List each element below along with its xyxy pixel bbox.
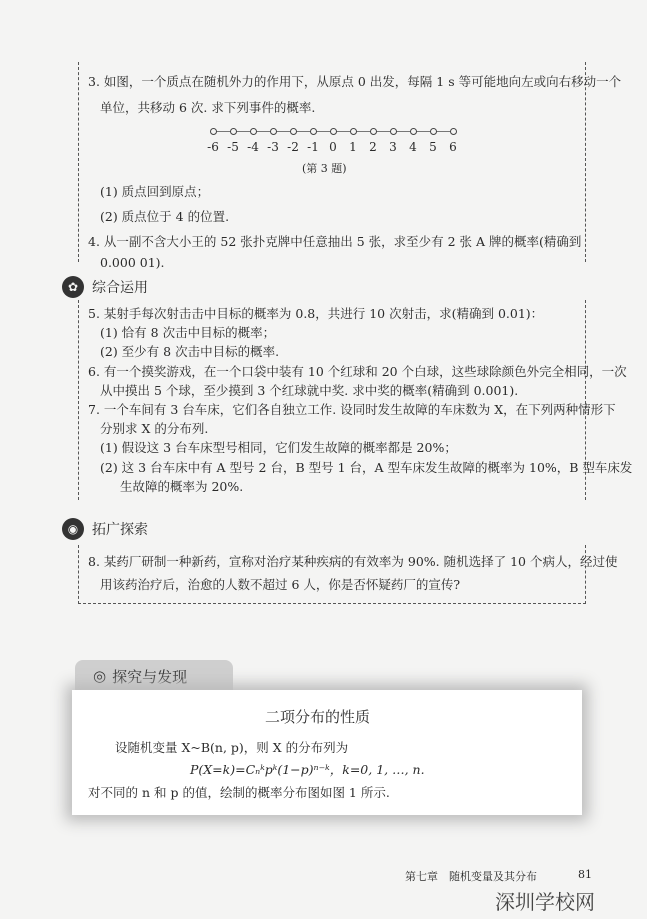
q8-text: 用该药治疗后，治愈的人数不超过 6 人，你是否怀疑药厂的宣传?	[100, 577, 461, 592]
q5-sub2: (2) 至少有 8 次击中目标的概率.	[100, 344, 280, 359]
q5-sub1: (1) 恰有 8 次击中目标的概率；	[100, 325, 276, 340]
tick-label: 0	[329, 140, 337, 154]
binomial-formula: P(X=k)=Cₙᵏpᵏ(1−p)ⁿ⁻ᵏ，k=0, 1, …, n.	[190, 762, 425, 777]
number-line	[207, 128, 457, 158]
number-line-point	[230, 128, 237, 135]
footer-chapter: 第七章 随机变量及其分布	[405, 870, 537, 883]
tick-label: 5	[429, 140, 437, 154]
tick-label: -3	[267, 140, 279, 154]
explore-tab-label: 探究与发现	[112, 667, 188, 686]
q7-sub2: 生故障的概率为 20%.	[120, 479, 244, 494]
section-title: 综合运用	[92, 280, 148, 296]
number-line-point	[330, 128, 337, 135]
number-line-point	[430, 128, 437, 135]
q8-text: 8. 某药厂研制一种新药，宣称对治疗某种疾病的有效率为 90%. 随机选择了 10 个病人，经过使	[88, 554, 618, 569]
tick-label: -6	[207, 140, 219, 154]
tick-label: -4	[247, 140, 259, 154]
section-heading-extension	[62, 518, 148, 540]
tick-label: -2	[287, 140, 299, 154]
q3-sub1: (1) 质点回到原点；	[100, 184, 210, 199]
explore-text: 对不同的 n 和 p 的值，绘制的概率分布图如图 1 所示.	[88, 785, 390, 800]
q7-text: 7. 一个车间有 3 台车床，它们各自独立工作. 设同时发生故障的车床数为 X，在下列两种情形下	[88, 402, 616, 417]
section-heading-comprehensive	[62, 276, 148, 298]
tick-label: 4	[409, 140, 417, 154]
figure-caption: (第 3 题)	[302, 162, 347, 175]
tick-label: 6	[449, 140, 457, 154]
watermark: 深圳学校网	[495, 890, 595, 914]
q7-sub1: (1) 假设这 3 台车床型号相同，它们发生故障的概率都是 20%；	[100, 440, 457, 455]
section-title: 拓广探索	[92, 522, 148, 538]
section-icon: ◉	[62, 518, 84, 540]
section-icon: ✿	[62, 276, 84, 298]
explore-text: 设随机变量 X~B(n, p)，则 X 的分布列为	[115, 740, 349, 755]
spiral-icon: ◎	[93, 667, 107, 685]
q4-text: 4. 从一副不含大小王的 52 张扑克牌中任意抽出 5 张，求至少有 2 张 A 牌的概率(精确到	[88, 234, 582, 249]
number-line-point	[370, 128, 377, 135]
tick-label: 1	[349, 140, 357, 154]
number-line-point	[270, 128, 277, 135]
tick-label: -5	[227, 140, 239, 154]
number-line-point	[310, 128, 317, 135]
q6-text: 6. 有一个摸奖游戏，在一个口袋中装有 10 个红球和 20 个白球，这些球除颜色外完全相同，一次	[88, 364, 627, 379]
q3-sub2: (2) 质点位于 4 的位置.	[100, 209, 230, 224]
tick-label: -1	[307, 140, 319, 154]
number-line-point	[410, 128, 417, 135]
number-line-point	[390, 128, 397, 135]
q4-text: 0.000 01).	[100, 255, 165, 270]
q3-text: 3. 如图，一个质点在随机外力的作用下，从原点 0 出发，每隔 1 s 等可能地向左或向右移动一个	[88, 74, 622, 89]
tick-label: 2	[369, 140, 377, 154]
explore-title: 二项分布的性质	[265, 708, 371, 726]
explore-tab	[75, 660, 233, 692]
number-line-point	[210, 128, 217, 135]
q6-text: 从中摸出 5 个球，至少摸到 3 个红球就中奖. 求中奖的概率(精确到 0.001).	[100, 383, 519, 398]
q7-text: 分别求 X 的分布列.	[100, 421, 209, 436]
number-line-point	[450, 128, 457, 135]
q7-sub2: (2) 这 3 台车床中有 A 型号 2 台，B 型号 1 台，A 型车床发生故障的概率为 10%，B 型车床发	[100, 460, 633, 475]
page-number: 81	[578, 868, 592, 881]
q5-text: 5. 某射手每次射击击中目标的概率为 0.8，共进行 10 次射击，求(精确到 0.01)：	[88, 306, 544, 321]
number-line-point	[350, 128, 357, 135]
tick-label: 3	[389, 140, 397, 154]
number-line-point	[250, 128, 257, 135]
q3-text: 单位，共移动 6 次. 求下列事件的概率.	[100, 100, 316, 115]
number-line-point	[290, 128, 297, 135]
